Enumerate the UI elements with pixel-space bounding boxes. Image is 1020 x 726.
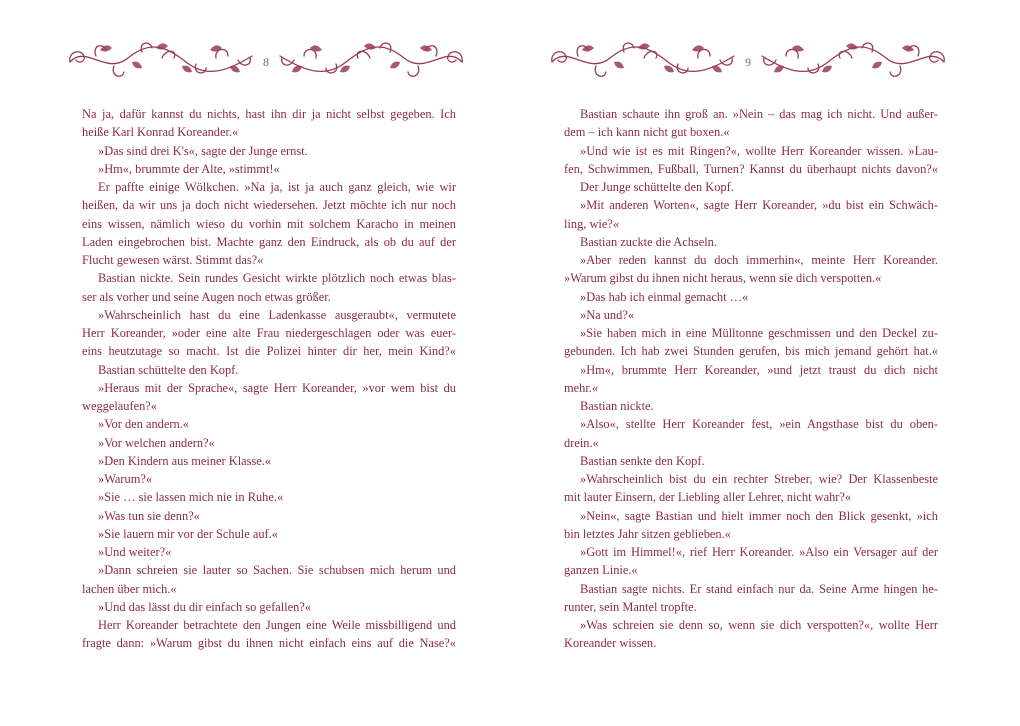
text-line: Bastian schüttelte den Kopf. — [98, 362, 239, 377]
page-number: 9 — [745, 55, 751, 69]
right-page-body — [564, 105, 938, 653]
text-line: bin letztes Jahr sitzen geblieben.« — [564, 526, 731, 541]
text-line: ser als vorher und seine Augen noch etwas größer. — [82, 289, 331, 304]
text-line: »Was schreien sie denn so, wenn sie dich verspotten?«, wollte Herr — [580, 618, 938, 632]
text-line: »Wahrscheinlich bist du ein rechter Streber, wie? Der Klassenbeste — [580, 472, 938, 486]
text-line: »Heraus mit der Sprache«, sagte Herr Koreander, »vor wem bist du — [98, 380, 456, 395]
text-line: heißen, da wir uns ja doch nicht wiedersehen. Jetzt möchte ich nur noch — [82, 198, 456, 213]
text-line: Bastian zuckte die Achseln. — [580, 234, 717, 249]
text-line: ling, wie?« — [564, 216, 620, 231]
text-line: eins heutzutage so macht. Ist die Polizei hinter dir her, mein Kind?« — [82, 344, 456, 359]
text-line: mehr.« — [564, 380, 599, 395]
text-line: Der Junge schüttelte den Kopf. — [580, 180, 734, 194]
text-line: »Sie haben mich in eine Mülltonne geschmissen und den Deckel zu- — [580, 326, 938, 340]
text-line: »Aber reden kannst du doch immerhin«, meinte Herr Koreander. — [580, 253, 938, 267]
text-line: »Den Kindern aus meiner Klasse.« — [98, 453, 272, 468]
text-line: »Nein«, sagte Bastian und hielt immer noch den Blick gesenkt, »ich — [580, 508, 938, 523]
text-line: »Und das lässt du dir einfach so gefallen?« — [98, 599, 311, 614]
text-line: »Sie lauern mir vor der Schule auf.« — [98, 526, 278, 541]
text-line: fragte dann: »Warum gibst du ihnen nicht einfach eins auf die Nase?« — [82, 636, 456, 651]
left-page-body — [82, 105, 456, 653]
text-line: weggelaufen?« — [82, 399, 157, 413]
text-line: Koreander wissen. — [564, 636, 657, 651]
text-line: dem – ich kann nicht gut boxen.« — [564, 125, 730, 140]
text-line: heiße Karl Konrad Koreander.« — [82, 125, 239, 140]
text-line: »Das sind drei K's«, sagte der Junge ernst. — [98, 143, 308, 158]
text-line: Bastian nickte. Sein rundes Gesicht wirkte plötzlich noch etwas blas- — [98, 271, 456, 286]
text-line: runter, sein Mantel tropfte. — [564, 599, 697, 614]
text-line: »Dann schreien sie lauter so Sachen. Sie schubsen mich herum und — [98, 563, 456, 578]
text-line: Bastian nickte. — [580, 399, 654, 413]
text-line: Flucht gewesen wärst. Stimmt das?« — [82, 253, 264, 267]
text-line: eins wissen, nämlich wieso du vorhin mit solchem Karacho in meinen — [82, 216, 456, 231]
text-line: »Sie … sie lassen mich nie in Ruhe.« — [98, 490, 284, 505]
text-line: »Mit anderen Worten«, sagte Herr Koreander, »du bist ein Schwäch- — [580, 198, 938, 213]
right-page — [548, 0, 948, 726]
text-line: mit lauter Einsern, der Liebling aller Lehrer, nicht wahr?« — [564, 490, 852, 505]
text-line: »Warum?« — [98, 472, 153, 486]
text-line: »Warum gibst du ihnen nicht heraus, wenn sie dich verspotten.« — [564, 271, 882, 286]
text-line: »Hm«, brummte der Alte, »stimmt!« — [98, 161, 280, 176]
text-line: »Und wie ist es mit Ringen?«, wollte Herr Koreander wissen. »Lau- — [580, 143, 938, 158]
text-line: Herr Koreander betrachtete den Jungen eine Weile missbilligend und — [98, 618, 456, 632]
text-line: »Vor welchen andern?« — [98, 435, 215, 450]
page-number: 8 — [263, 55, 269, 69]
text-line: Bastian senkte den Kopf. — [580, 453, 705, 468]
text-line: fen, Schwimmen, Fußball, Turnen? Kannst du überhaupt nichts davon?« — [564, 161, 938, 176]
text-line: »Also«, stellte Herr Koreander fest, »ein Angsthase bist du oben- — [580, 417, 938, 432]
left-page — [66, 0, 466, 726]
text-line: »Na und?« — [580, 307, 635, 322]
text-line: lachen über mich.« — [82, 581, 177, 596]
text-line: »Das hab ich einmal gemacht …« — [580, 289, 749, 304]
text-line: »Vor den andern.« — [98, 417, 189, 432]
text-line: drein.« — [564, 435, 599, 450]
text-line: ganzen Linie.« — [564, 563, 638, 578]
text-line: »Was tun sie denn?« — [98, 508, 200, 523]
text-line: Na ja, dafür kannst du nichts, hast ihn dir ja nicht selbst gegeben. Ich — [82, 107, 456, 121]
text-line: »Und weiter?« — [98, 545, 172, 559]
text-line: Er paffte einige Wölkchen. »Na ja, ist ja auch ganz gleich, wie wir — [98, 180, 456, 194]
text-line: »Wahrscheinlich hast du eine Ladenkasse ausgeraubt«, vermutete — [98, 307, 456, 322]
text-line: Laden eingebrochen bist. Machte ganz den Eindruck, als ob du auf der — [82, 234, 456, 249]
text-line: gebunden. Ich hab zwei Stunden gerufen, bis mich jemand gehört hat.« — [564, 344, 938, 359]
text-line: Herr Koreander, »oder eine alte Frau niedergeschlagen oder was euer- — [82, 326, 456, 340]
text-line: Bastian schaute ihn groß an. »Nein – das mag ich nicht. Und außer- — [580, 107, 938, 121]
text-line: »Hm«, brummte Herr Koreander, »und jetzt traust du dich nicht — [580, 362, 938, 377]
text-line: Bastian sagte nichts. Er stand einfach nur da. Seine Arme hingen he- — [580, 581, 938, 596]
text-line: »Gott im Himmel!«, rief Herr Koreander. »Also ein Versager auf der — [580, 545, 938, 559]
